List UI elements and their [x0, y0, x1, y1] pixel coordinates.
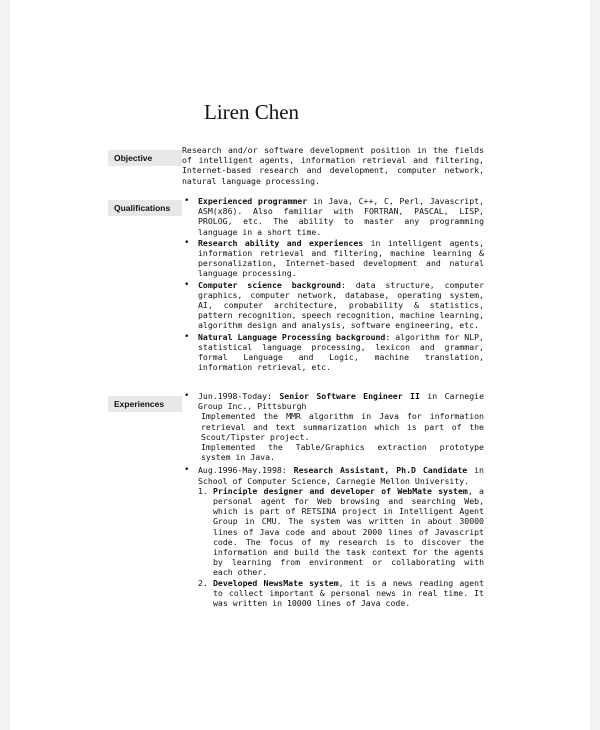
- qualification-text: in intelligent agents, information retrieval and filtering, machine learning & personalization, Internet-based development and natural language processing.: [198, 237, 484, 279]
- list-item: [198, 578, 484, 609]
- item-number: 2.: [198, 577, 208, 588]
- item-number: 1.: [198, 485, 208, 496]
- experiences-block: [182, 391, 484, 609]
- list-item: [182, 280, 484, 331]
- experience-title: Senior Software Engineer II: [279, 391, 420, 401]
- experience-org: in School of Computer Science, Carnegie Mellon University.: [198, 465, 484, 486]
- qualification-text: in Java, C++, C, Perl, Javascript, ASM(x86). Also familiar with FORTRAN, PASCAL, LISP, PROLOG, etc. The ability to master any programming language in a short time.: [198, 196, 484, 237]
- experience-item: [182, 391, 484, 462]
- list-item: [182, 196, 484, 237]
- qualification-title: Experienced programmer: [198, 196, 308, 206]
- list-item: [198, 486, 484, 578]
- resume-page: [10, 0, 590, 730]
- experience-date: Jun.1998-Today:: [198, 391, 280, 401]
- qualification-title: Computer science background: [198, 279, 341, 290]
- qualification-text: : algorithm for NLP, statistical language processing, lexicon and grammar, formal Language and Logic, machine translation, information retrieval, etc.: [198, 331, 484, 373]
- resume-name: Liren Chen: [204, 100, 300, 124]
- list-item: [182, 332, 484, 373]
- qualifications-block: [182, 196, 484, 373]
- list-item: [182, 238, 484, 279]
- qualification-title: Natural Language Processing background: [198, 331, 386, 342]
- section-label-objective: Objective: [108, 150, 182, 166]
- item-text: , a personal agent for Web browsing and searching Web, which is part of RETSINA project in Intelligent Agent Group in CMU. The system was written in about 30000 lines of Java code and about 2000 lines of Javascript code. The focus of my research is to discover the information and build the task context for the agents by learning from environment or collaborating with each other.: [213, 485, 484, 578]
- experience-detail: Implemented the Table/Graphics extraction prototype system in Java.: [201, 442, 484, 463]
- item-text: , it is a news reading agent to collect important & personal news in real time. It was written in 10000 lines of Java code.: [213, 577, 484, 609]
- experience-date: Aug.1996-May.1998:: [198, 465, 294, 476]
- qualification-title: Research ability and experiences: [198, 237, 364, 248]
- experience-detail: Implemented the MMR algorithm in Java for information retrieval and text summarization which is part of the Scout/Tipster project.: [201, 411, 484, 442]
- experience-org: in Carnegie Group Inc., Pittsburgh: [198, 391, 485, 412]
- section-label-experiences: Experiences: [108, 396, 182, 412]
- item-title: Principle designer and developer of WebMate system: [213, 485, 468, 496]
- qualification-text: : data structure, computer graphics, computer network, database, operating system, AI, computer architecture, probability & statistics, pattern recognition, speech recognition, machine learning, algorithm design and analysis, software engineering, etc.: [198, 279, 485, 331]
- section-label-qualifications: Qualifications: [108, 200, 182, 216]
- experience-title: Research Assistant, Ph.D Candidate: [293, 465, 468, 476]
- item-title: Developed NewsMate system: [213, 577, 339, 588]
- experience-item: [182, 465, 484, 608]
- objective-text: [182, 145, 484, 186]
- objective-paragraph: Research and/or software development position in the fields of intelligent agents, information retrieval and filtering, Internet-based research and development, computer network, natural language processing.: [182, 145, 484, 186]
